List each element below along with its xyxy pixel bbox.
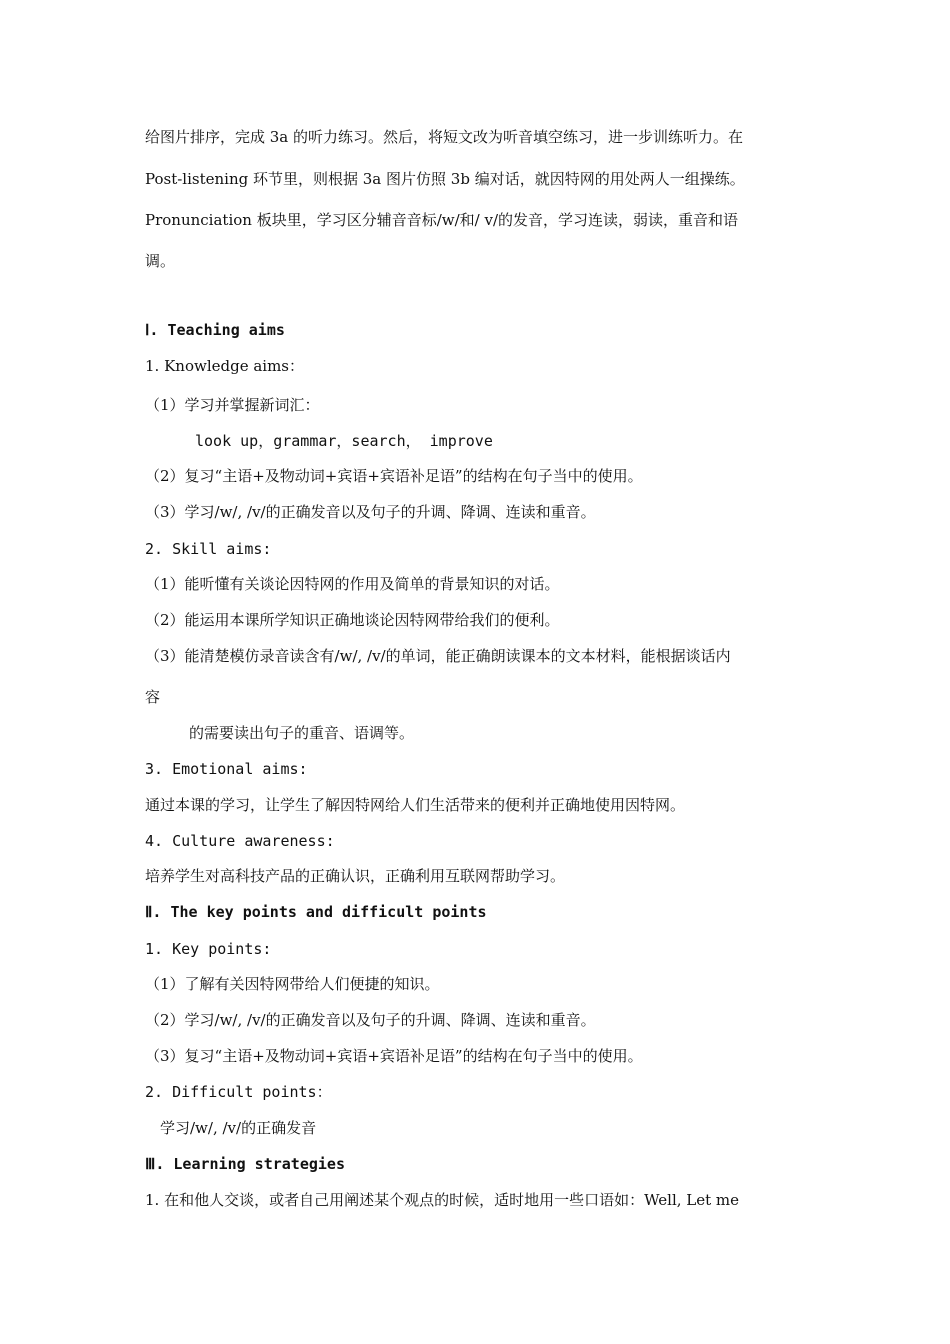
intro-line-1: 给图片排序，完成 3a 的听力练习。然后，将短文改为听音填空练习，进一步训练听力。在 bbox=[145, 128, 744, 146]
skill-item-3-wrap: 容 bbox=[145, 688, 161, 706]
difficult-points-title: 2. Difficult points： bbox=[145, 1083, 332, 1101]
skill-aims-title: 2. Skill aims: bbox=[145, 540, 272, 558]
difficult-point-1: 学习/w/, /v/的正确发音 bbox=[160, 1119, 317, 1137]
intro-line-3: Pronunciation 板块里，学习区分辅音音标/w/和/ v/的发音，学习连读，弱读，重音和语 bbox=[145, 211, 739, 229]
key-point-2: （2）学习/w/, /v/的正确发音以及句子的升调、降调、连读和重音。 bbox=[145, 1011, 596, 1029]
key-point-3: （3）复习“主语+及物动词+宾语+宾语补足语”的结构在句子当中的使用。 bbox=[145, 1047, 643, 1065]
skill-item-1: （1）能听懂有关谈论因特网的作用及简单的背景知识的对话。 bbox=[145, 575, 560, 593]
key-points-title: 1. Key points: bbox=[145, 940, 272, 958]
intro-line-2: Post-listening 环节里，则根据 3a 图片仿照 3b 编对话，就因特网的用处两人一组操练。 bbox=[145, 170, 745, 188]
culture-awareness-text: 培养学生对高科技产品的正确认识，正确利用互联网帮助学习。 bbox=[145, 867, 566, 885]
skill-item-3: （3）能清楚模仿录音读含有/w/, /v/的单词，能正确朗读课本的文本材料，能根据谈话内 bbox=[145, 647, 731, 665]
key-point-1: （1）了解有关因特网带给人们便捷的知识。 bbox=[145, 975, 440, 993]
skill-item-2: （2）能运用本课所学知识正确地谈论因特网带给我们的便利。 bbox=[145, 611, 560, 629]
intro-line-4: 调。 bbox=[145, 252, 176, 270]
knowledge-item-2: （2）复习“主语+及物动词+宾语+宾语补足语”的结构在句子当中的使用。 bbox=[145, 467, 643, 485]
knowledge-item-1: （1）学习并掌握新词汇： bbox=[145, 396, 320, 414]
section-heading-teaching-aims: Ⅰ. Teaching aims bbox=[145, 321, 285, 339]
knowledge-item-3: （3）学习/w/, /v/的正确发音以及句子的升调、降调、连读和重音。 bbox=[145, 503, 596, 521]
section-heading-key-points: Ⅱ. The key points and difficult points bbox=[145, 903, 487, 921]
strategy-item-1: 1. 在和他人交谈，或者自己用阐述某个观点的时候，适时地用一些口语如：Well, Let me bbox=[145, 1191, 740, 1209]
emotional-aims-title: 3. Emotional aims: bbox=[145, 760, 308, 778]
culture-awareness-title: 4. Culture awareness: bbox=[145, 832, 335, 850]
vocab-list: look up，grammar，search， improve bbox=[195, 432, 493, 450]
section-heading-learning-strategies: Ⅲ. Learning strategies bbox=[145, 1155, 345, 1173]
emotional-aims-text: 通过本课的学习，让学生了解因特网给人们生活带来的便利并正确地使用因特网。 bbox=[145, 796, 686, 814]
knowledge-aims-title: 1. Knowledge aims： bbox=[145, 357, 305, 375]
skill-item-3-cont: 的需要读出句子的重音、语调等。 bbox=[189, 724, 415, 742]
